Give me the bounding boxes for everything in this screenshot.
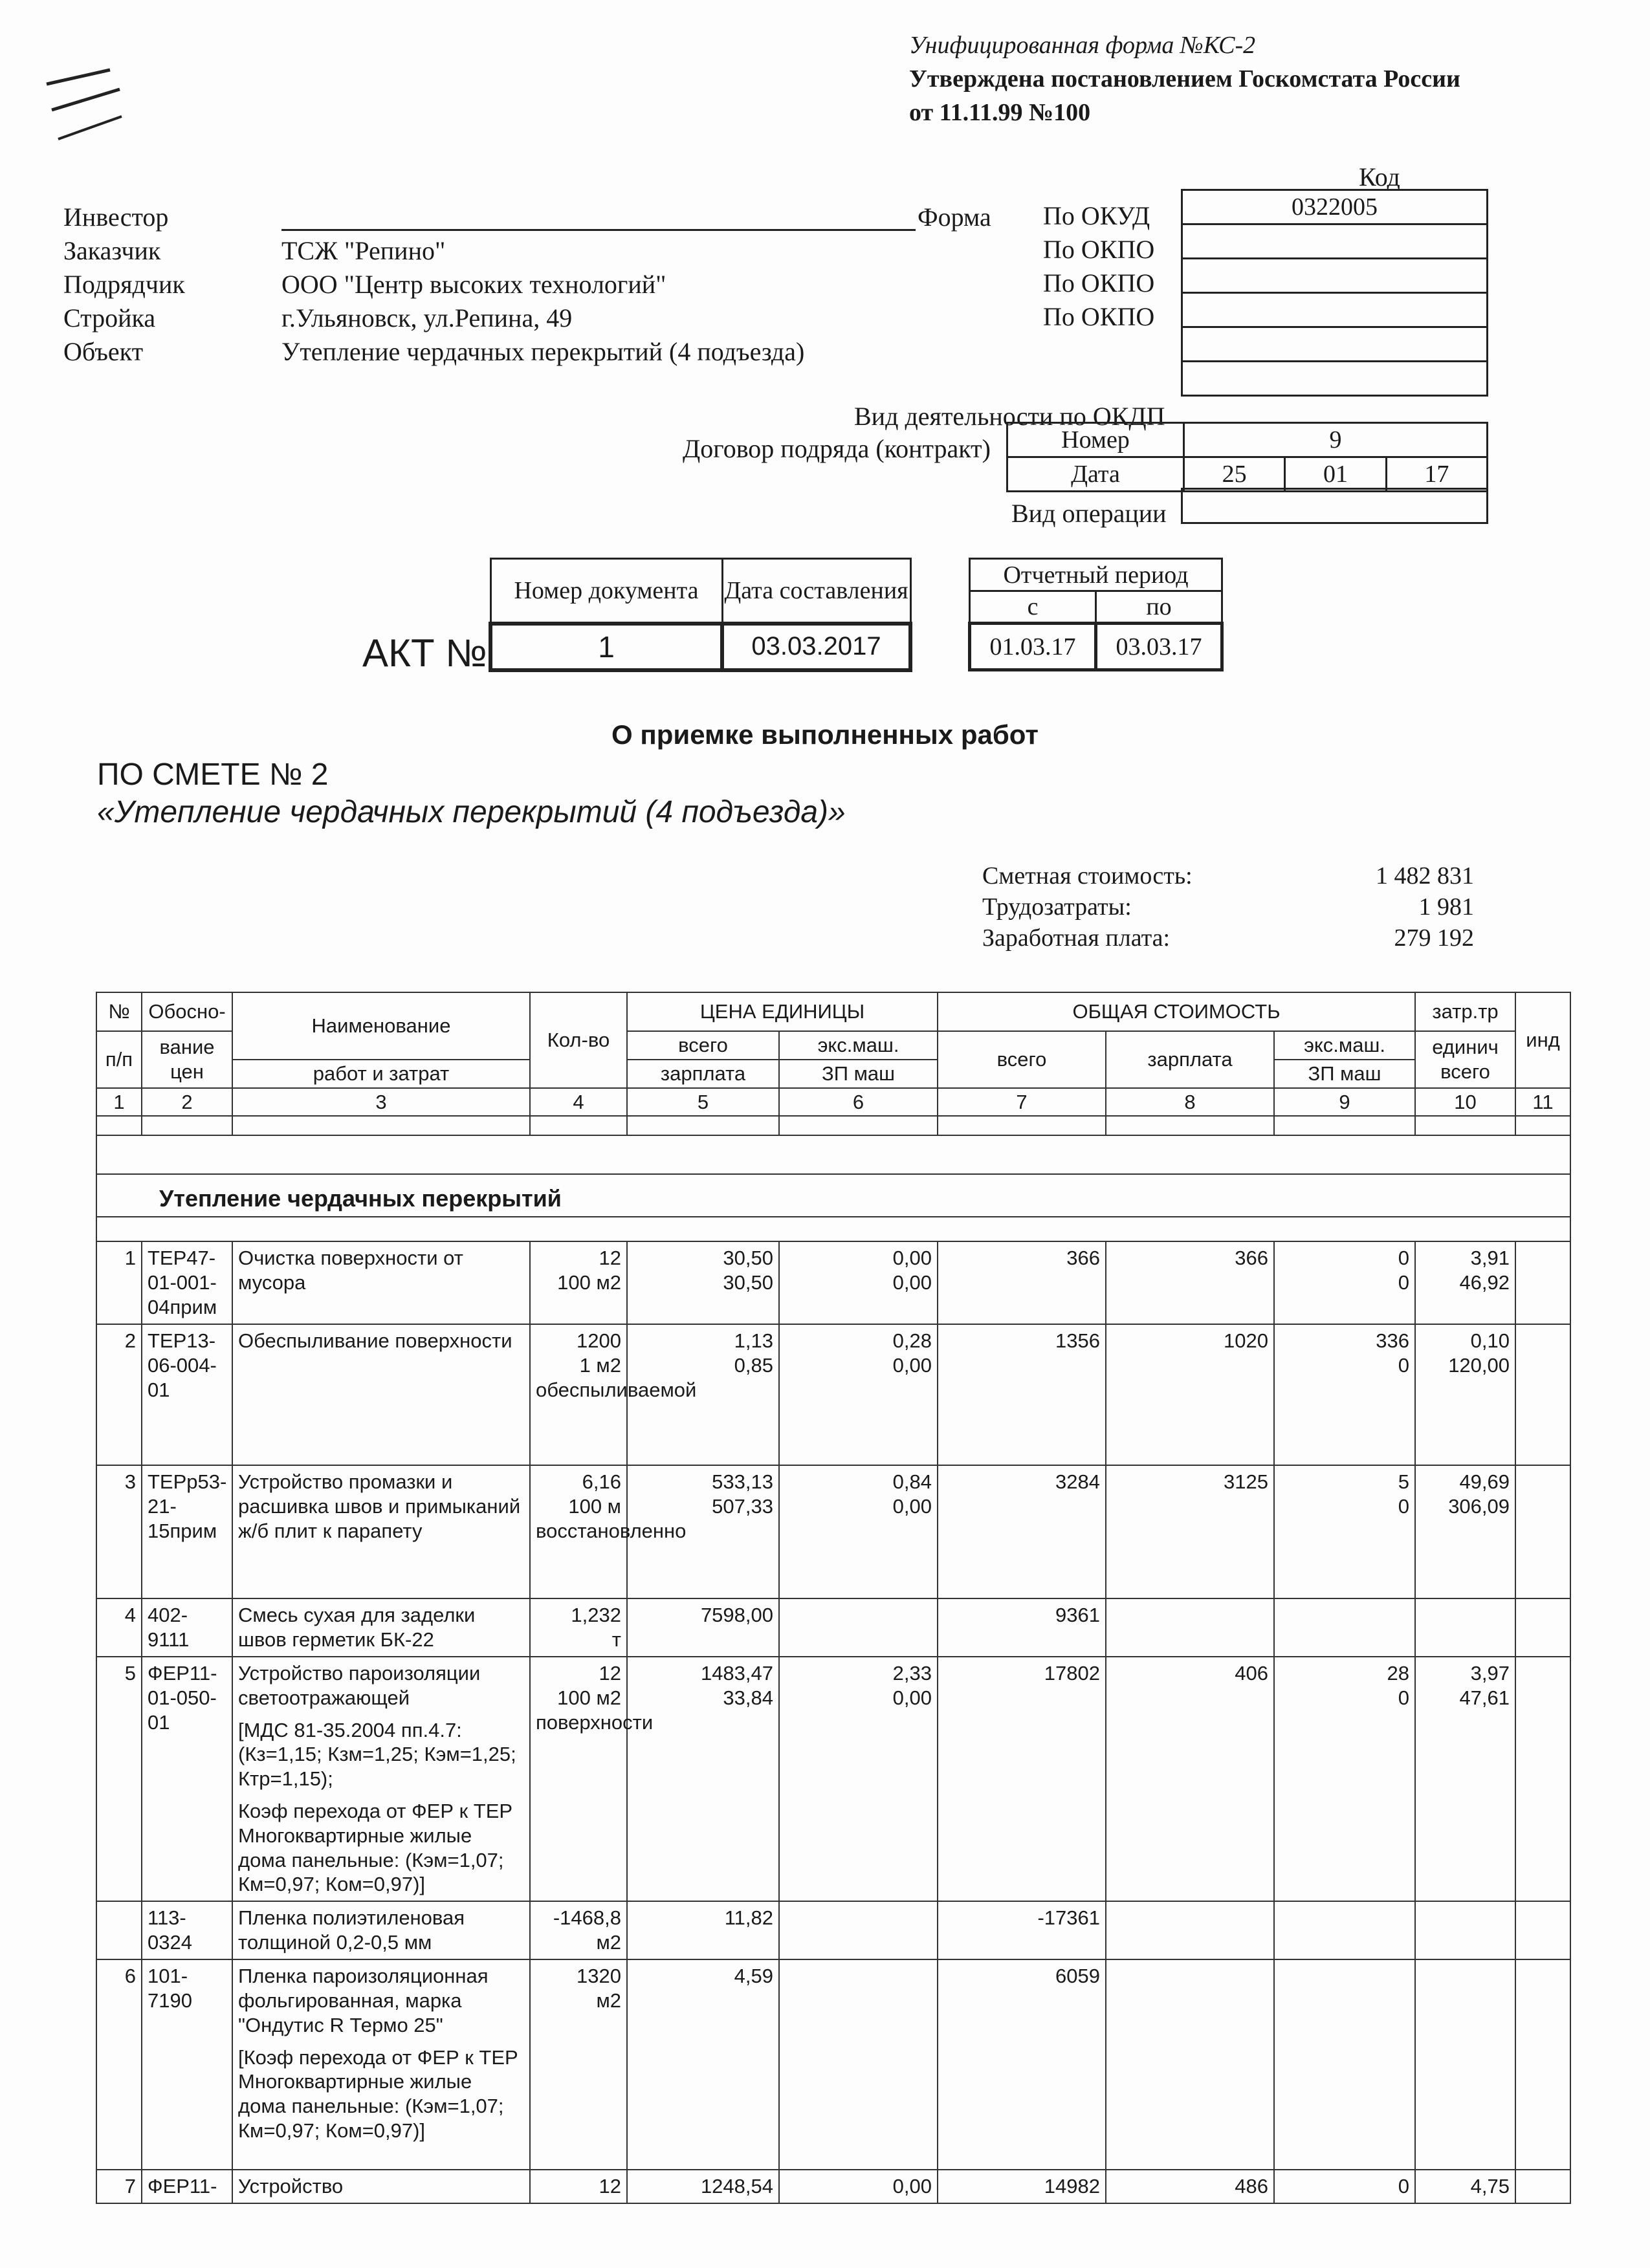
row-price-total: 4,59 [734,1965,773,1988]
row-num: 1 [124,1247,136,1270]
header-basis-2 [142,1031,232,1088]
row-note: [МДС 81-35.2004 пп.4.7: (Кз=1,15; Кзм=1,25; Кэм=1,25; Ктр=1,15); [238,1718,516,1791]
table-row [96,1465,1570,1598]
row-price-machine: 0,00 [892,2175,932,2198]
estimate-name: «Утепление чердачных перекрытий (4 подъезда)» [97,795,846,829]
period-from-label: с [970,591,1096,624]
doc-date-header: Дата составления [722,559,910,624]
row-labor-unit: 3,97 [1470,1661,1510,1685]
row-num: 2 [124,1329,136,1352]
header-qty: Кол-во [530,992,627,1088]
period-to: 03.03.17 [1096,624,1222,670]
row-price-total: 1483,47 [700,1661,773,1685]
row-num: 3 [124,1470,136,1493]
customer-value: ТСЖ "Репино" [281,236,446,265]
customer-label: Заказчик [63,236,161,265]
column-numbers-row [96,1088,1570,1117]
header-num: № [96,992,142,1031]
row-labor-unit: 4,75 [1470,2175,1510,2198]
header-labor-total: всего [1440,1060,1490,1083]
row-labor-total: 306,09 [1448,1494,1510,1518]
forma-label: Форма [918,202,991,232]
okpo-code-3 [1182,293,1488,327]
column-number: 10 [1415,1088,1515,1117]
row-price-machine-salary: 0,00 [892,1494,932,1518]
labor-cost-value: 1 981 [1418,893,1474,921]
row-price-total: 11,82 [724,1906,773,1930]
header-index: инд [1515,992,1570,1088]
column-number: 8 [1106,1088,1274,1117]
table-row [96,1959,1570,2170]
row-cost-salary: 366 [1235,1247,1269,1270]
contract-number: 9 [1184,423,1488,457]
contract-date-day: 25 [1184,457,1285,492]
labor-cost-label: Трудозатраты: [982,893,1132,921]
row-note: Коэф перехода от ФЕР к ТЕР Многоквартирные жилые дома панельные: (Кэм=1,07; Км=0,97; Ком=0,97)] [238,1799,513,1896]
header-labor-unit: единич [1432,1036,1499,1058]
header-price-total: всего [627,1031,779,1060]
row-cost-machine-salary: 0 [1398,1494,1410,1518]
row-cost-salary: 3125 [1224,1470,1269,1493]
row-code: ТЕРр53-21-15прим [148,1470,227,1542]
row-price-salary: 507,33 [712,1494,773,1518]
row-name: Устройство [238,2175,344,2198]
okdp-code [1182,362,1488,396]
section-row [96,1174,1570,1217]
row-name: Устройство промазки и расшивка швов и примыканий ж/б плит к парапету [238,1470,521,1542]
row-labor-total: 47,61 [1459,1686,1510,1709]
row-qty: 12 [599,1247,621,1270]
row-code: ТЕР13-06-004-01 [148,1329,217,1401]
operation-label: Вид операции [1011,499,1167,528]
row-price-total: 1248,54 [700,2175,773,2198]
row-cost-total: -17361 [1037,1906,1101,1930]
row-labor-total: 46,92 [1459,1271,1510,1294]
row-cost-total: 6059 [1055,1965,1101,1988]
row-price-total: 7598,00 [700,1603,773,1626]
row-qty: 1320 [577,1965,621,1988]
header-unit-price: ЦЕНА ЕДИНИЦЫ [627,992,938,1031]
doc-date: 03.03.2017 [722,624,910,670]
row-price-salary: 33,84 [723,1686,773,1709]
header-cost-salary: зарплата [1106,1031,1274,1088]
contract-date-month: 01 [1285,457,1386,492]
row-price-salary: 30,50 [723,1271,773,1294]
okud-label: По ОКУД [1043,201,1150,230]
row-code: 402-9111 [148,1603,190,1651]
row-cost-salary: 1020 [1224,1329,1269,1352]
header-basis-3: цен [170,1060,204,1083]
row-name: Смесь сухая для заделки швов герметик БК-22 [238,1603,476,1651]
row-price-machine-salary: 0,00 [892,1353,932,1377]
row-unit: т [611,1628,621,1651]
column-number: 3 [232,1088,530,1117]
operation-box [1181,488,1488,524]
works-table [96,992,1571,2204]
okpo-label-3: По ОКПО [1043,302,1155,331]
column-number: 1 [96,1088,142,1117]
header-cost-total: всего [938,1031,1106,1088]
contract-label: Договор подряда (контракт) [683,434,991,463]
summary-values [1307,860,1474,954]
contract-box [1006,422,1488,492]
object-label: Объект [63,337,144,366]
row-cost-machine: 336 [1376,1329,1410,1352]
header-cost-machine-salary: ЗП маш [1274,1060,1415,1088]
operation-code [1182,489,1488,523]
act-title: АКТ № [362,631,487,675]
summary-labels [982,860,1193,954]
okpo-label-2: По ОКПО [1043,268,1155,298]
row-code: ФЕР11- [148,2175,217,2198]
row-cost-total: 14982 [1044,2175,1101,2198]
contract-date-label: Дата [1007,457,1184,492]
row-code: 113-0324 [148,1906,192,1954]
row-note: [Коэф перехода от ФЕР к ТЕР Многоквартирные жилые дома панельные: (Кэм=1,07; Км=0,97; Ком=0,97)] [238,2045,518,2143]
salary-label: Заработная плата: [982,924,1171,952]
column-number: 2 [142,1088,232,1117]
column-number: 5 [627,1088,779,1117]
row-cost-machine: 28 [1387,1661,1410,1685]
header-price-machine-salary: ЗП маш [779,1060,938,1088]
site-label: Стройка [63,303,156,333]
row-cost-total: 17802 [1044,1661,1101,1685]
contractor-label: Подрядчик [63,270,185,299]
form-approval: Утверждена постановлением Госкомстата России [909,65,1460,93]
row-cost-total: 1356 [1055,1329,1101,1352]
row-num: 5 [124,1661,136,1685]
row-labor-total: 120,00 [1448,1353,1510,1377]
spacer-row [96,1135,1570,1174]
act-subject: О приемке выполненных работ [611,719,1039,750]
row-num: 4 [124,1603,136,1626]
table-row [96,1241,1570,1324]
okud-code: 0322005 [1182,190,1488,224]
form-approval-date: от 11.11.99 №100 [909,99,1091,126]
row-price-total: 1,13 [734,1329,773,1352]
code-box [1181,189,1488,397]
header-price-salary: зарплата [627,1060,779,1088]
row-price-machine: 0,84 [892,1470,932,1493]
site-value: г.Ульяновск, ул.Репина, 49 [281,303,573,333]
column-number: 11 [1515,1088,1570,1117]
row-unit: м2 [596,1989,621,2012]
row-qty: 6,16 [582,1470,621,1493]
row-qty: 1,232 [571,1603,621,1626]
row-price-machine: 0,28 [892,1329,932,1352]
column-number: 7 [938,1088,1106,1117]
row-qty: -1468,8 [553,1906,621,1930]
table-row [96,1901,1570,1959]
header-price-machine: экс.маш. [779,1031,938,1060]
investor-line [281,229,916,231]
row-cost-machine-salary: 0 [1398,1353,1410,1377]
estimate-number: ПО СМЕТЕ № 2 [97,758,329,792]
header-total-cost: ОБЩАЯ СТОИМОСТЬ [938,992,1415,1031]
header-labor-2 [1415,1031,1515,1088]
row-price-machine: 2,33 [892,1661,932,1685]
header-basis: Обосно- [142,992,232,1031]
column-number: 9 [1274,1088,1415,1117]
column-number: 6 [779,1088,938,1117]
row-price-machine-salary: 0,00 [892,1271,932,1294]
row-code: 101-7190 [148,1965,192,2012]
table-row [96,1324,1570,1465]
row-unit: 100 м2 [557,1271,621,1294]
estimate-cost-value: 1 482 831 [1376,862,1474,889]
blank-row [96,1116,1570,1135]
row-price-salary: 0,85 [734,1353,773,1377]
header-labor-1: затр.тр [1415,992,1515,1031]
row-num: 7 [124,2175,136,2198]
row-name: Пленка полиэтиленовая толщиной 0,2-0,5 мм [238,1906,465,1954]
row-unit: 1 м2 обеспыливаемой [536,1353,697,1401]
pen-mark [39,58,129,142]
row-name: Обеспыливание поверхности [238,1329,512,1352]
salary-value: 279 192 [1394,924,1474,952]
row-price-total: 30,50 [723,1247,773,1270]
doc-number: 1 [490,624,722,670]
row-price-total: 533,13 [712,1470,773,1493]
row-code: ФЕР11-01-050-01 [148,1661,217,1734]
row-name: Пленка пароизоляционная фольгированная, марка "Ондутис R Термо 25" [238,1965,489,2036]
row-cost-salary: 406 [1235,1661,1269,1685]
row-cost-total: 3284 [1055,1470,1101,1493]
row-labor-unit: 0,10 [1470,1329,1510,1352]
estimate-cost-label: Сметная стоимость: [982,862,1193,889]
row-cost-machine-salary: 0 [1398,1686,1410,1709]
row-cost-total: 366 [1066,1247,1101,1270]
object-value: Утепление чердачных перекрытий (4 подъезда) [281,337,805,366]
row-num: 6 [124,1965,136,1988]
row-cost-total: 9361 [1055,1603,1101,1626]
row-qty: 1200 [577,1329,621,1352]
row-cost-machine: 5 [1398,1470,1410,1493]
row-cost-machine-salary: 0 [1398,1271,1410,1294]
act-box [489,558,912,672]
investor-label: Инвестор [63,202,169,232]
table-row [96,2170,1570,2203]
code-header: Код [1359,162,1400,191]
row-cost-machine: 0 [1398,2175,1410,2198]
row-code: ТЕР47-01-001-04прим [148,1247,217,1319]
table-row [96,1657,1570,1901]
doc-number-header: Номер документа [490,559,722,624]
row-qty: 12 [599,1661,621,1685]
okpo-code-2 [1182,259,1488,293]
row-unit: 100 м восстановленно [536,1494,687,1542]
row-name: Очистка поверхности от мусора [238,1247,463,1294]
period-header: Отчетный период [970,559,1222,591]
row-labor-unit: 49,69 [1459,1470,1510,1493]
row-unit: м2 [596,1931,621,1954]
table-row [96,1598,1570,1657]
form-name: Унифицированная форма №КС-2 [909,32,1256,59]
row-cost-salary: 486 [1235,2175,1269,2198]
column-number: 4 [530,1088,627,1117]
contractor-value: ООО "Центр высоких технологий" [281,270,666,299]
row-unit: 100 м2 поверхности [536,1686,654,1734]
period-from: 01.03.17 [970,624,1096,670]
header-cost-machine: экс.маш. [1274,1031,1415,1060]
row-qty: 12 [599,2175,621,2198]
blank-code-row [1182,327,1488,362]
period-box [968,558,1224,671]
section-title: Утепление чердачных перекрытий [96,1174,1570,1217]
header-name-2: работ и затрат [232,1060,530,1088]
row-name: Устройство пароизоляции светоотражающей [238,1661,481,1709]
row-labor-unit: 3,91 [1470,1247,1510,1270]
spacer-row [96,1217,1570,1241]
contract-date-year: 17 [1386,457,1487,492]
header-num-2: п/п [96,1031,142,1088]
header-basis-2a: вание [159,1036,215,1058]
row-price-machine: 0,00 [892,1247,932,1270]
row-cost-machine: 0 [1398,1247,1410,1270]
header-name-1: Наименование [232,992,530,1060]
row-price-machine-salary: 0,00 [892,1686,932,1709]
okpo-code-1 [1182,224,1488,259]
period-to-label: по [1096,591,1222,624]
contract-number-label: Номер [1007,423,1184,457]
okpo-label-1: По ОКПО [1043,235,1155,264]
okdp-label: Вид деятельности по ОКДП [854,402,1165,431]
